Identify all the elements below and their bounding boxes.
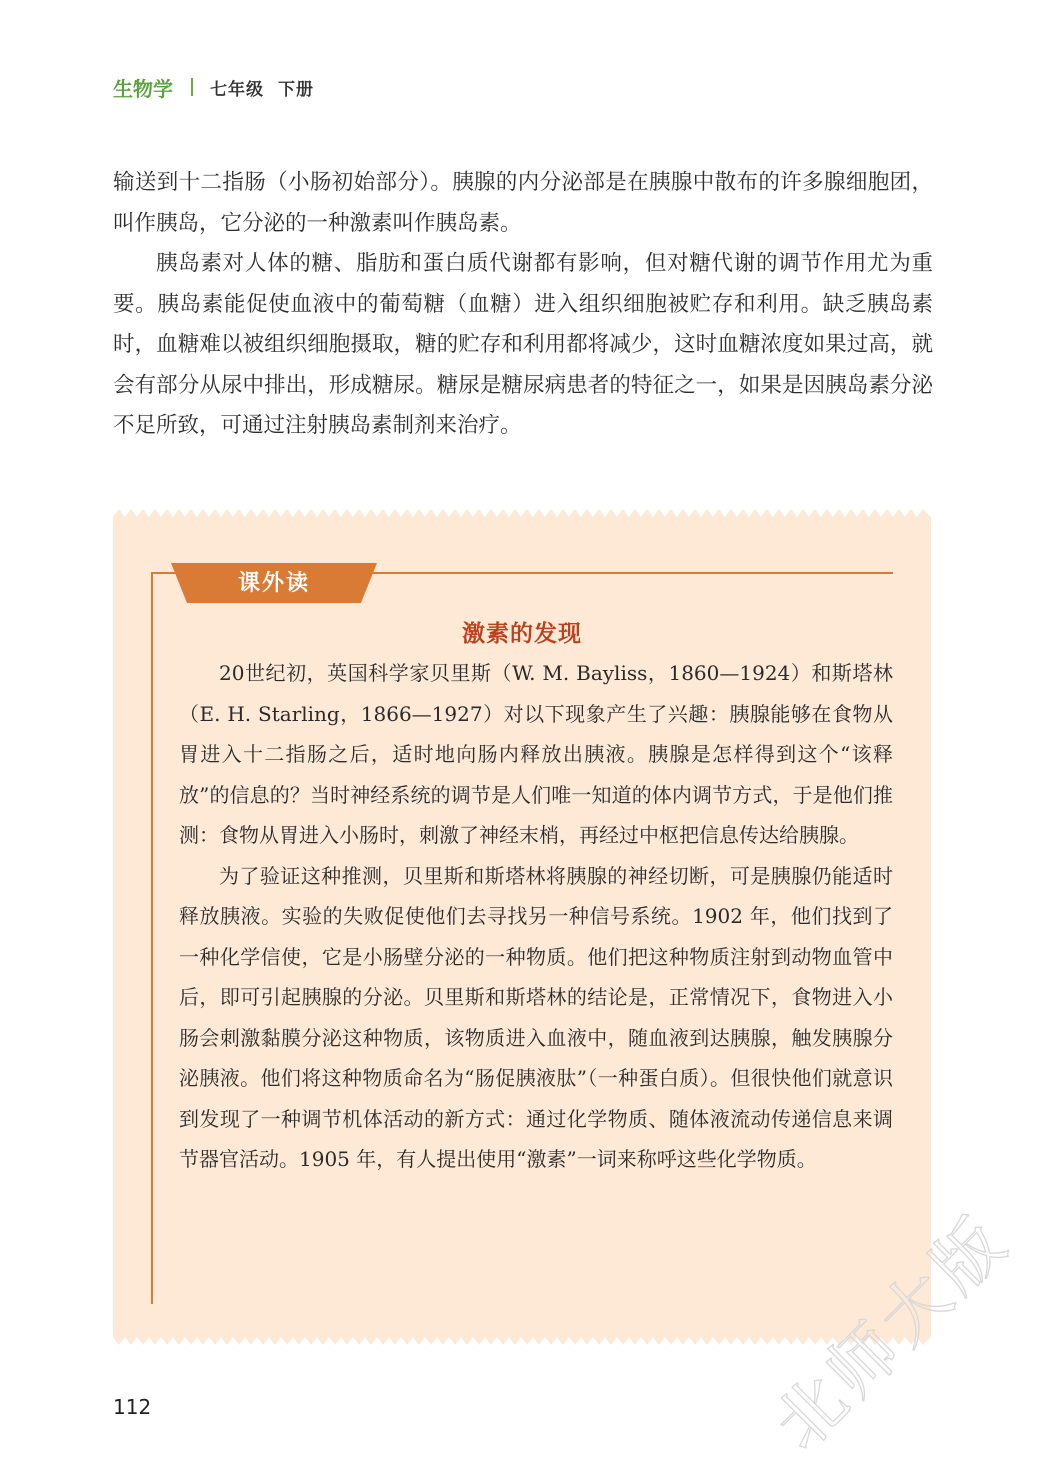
main-paragraph-2: 胰岛素对人体的糖、脂肪和蛋白质代谢都有影响，但对糖代谢的调节作用尤为重要。胰岛素能促使血液中的葡萄糖（血糖）进入组织细胞被贮存和利用。缺乏胰岛素时，血糖难以被组织细胞摄取，糖的贮存和利用都将减少，这时血糖浓度如果过高，就会有部分从尿中排出，形成糖尿。糖尿是糖尿病患者的特征之一，如果是因胰岛素分泌不足所致，可通过注射胰岛素制剂来治疗。 — [113, 251, 933, 438]
reading-tab — [171, 563, 377, 603]
page-header — [113, 72, 314, 102]
main-body-text — [113, 163, 933, 447]
reading-title: 激素的发现 — [462, 620, 582, 647]
box-left-rule — [151, 572, 153, 1304]
tab-label: 课外读 — [237, 570, 310, 596]
reading-body — [179, 653, 893, 1180]
page-number: 112 — [113, 1395, 152, 1419]
main-paragraph-1: 输送到十二指肠（小肠初始部分）。胰腺的内分泌部是在胰腺中散布的许多腺细胞团，叫作胰岛，它分泌的一种激素叫作胰岛素。 — [113, 170, 933, 236]
zigzag-top-edge — [113, 507, 931, 523]
grade-label: 七年级 — [210, 79, 264, 100]
reading-paragraph-1: 20世纪初，英国科学家贝里斯（W. M. Bayliss，1860—1924）和斯塔林（E. H. Starling，1866—1927）对以下现象产生了兴趣：胰腺能够在食物从胃进入十二指肠之后，适时地向肠内释放出胰液。胰腺是怎样得到这个“该释放”的信息的？当时神经系统的调节是人们唯一知道的体内调节方式，于是他们推测：食物从胃进入小肠时，刺激了神经末梢，再经过中枢把信息传达给胰腺。 — [179, 661, 893, 847]
volume-label: 下册 — [278, 79, 314, 100]
zigzag-bottom-edge — [113, 1331, 931, 1347]
extracurricular-reading-box — [113, 517, 931, 1337]
reading-paragraph-2: 为了验证这种推测，贝里斯和斯塔林将胰腺的神经切断，可是胰腺仍能适时释放胰液。实验的失败促使他们去寻找另一种信号系统。1902 年，他们找到了一种化学信使，它是小肠壁分泌的一种物质。他们把这种物质注射到动物血管中后，即可引起胰腺的分泌。贝里斯和斯塔林的结论是，正常情况下，食物进入小肠会刺激黏膜分泌这种物质，该物质进入血液中，随血液到达胰腺，触发胰腺分泌胰液。他们将这种物质命名为“肠促胰液肽”（一种蛋白质）。但很快他们就意识到发现了一种调节机体活动的新方式：通过化学物质、随体液流动传递信息来调节器官活动。1905 年，有人提出使用“激素”一词来称呼这些化学物质。 — [179, 863, 893, 1171]
subject-title: 生物学 — [113, 76, 173, 101]
header-divider — [191, 78, 193, 96]
